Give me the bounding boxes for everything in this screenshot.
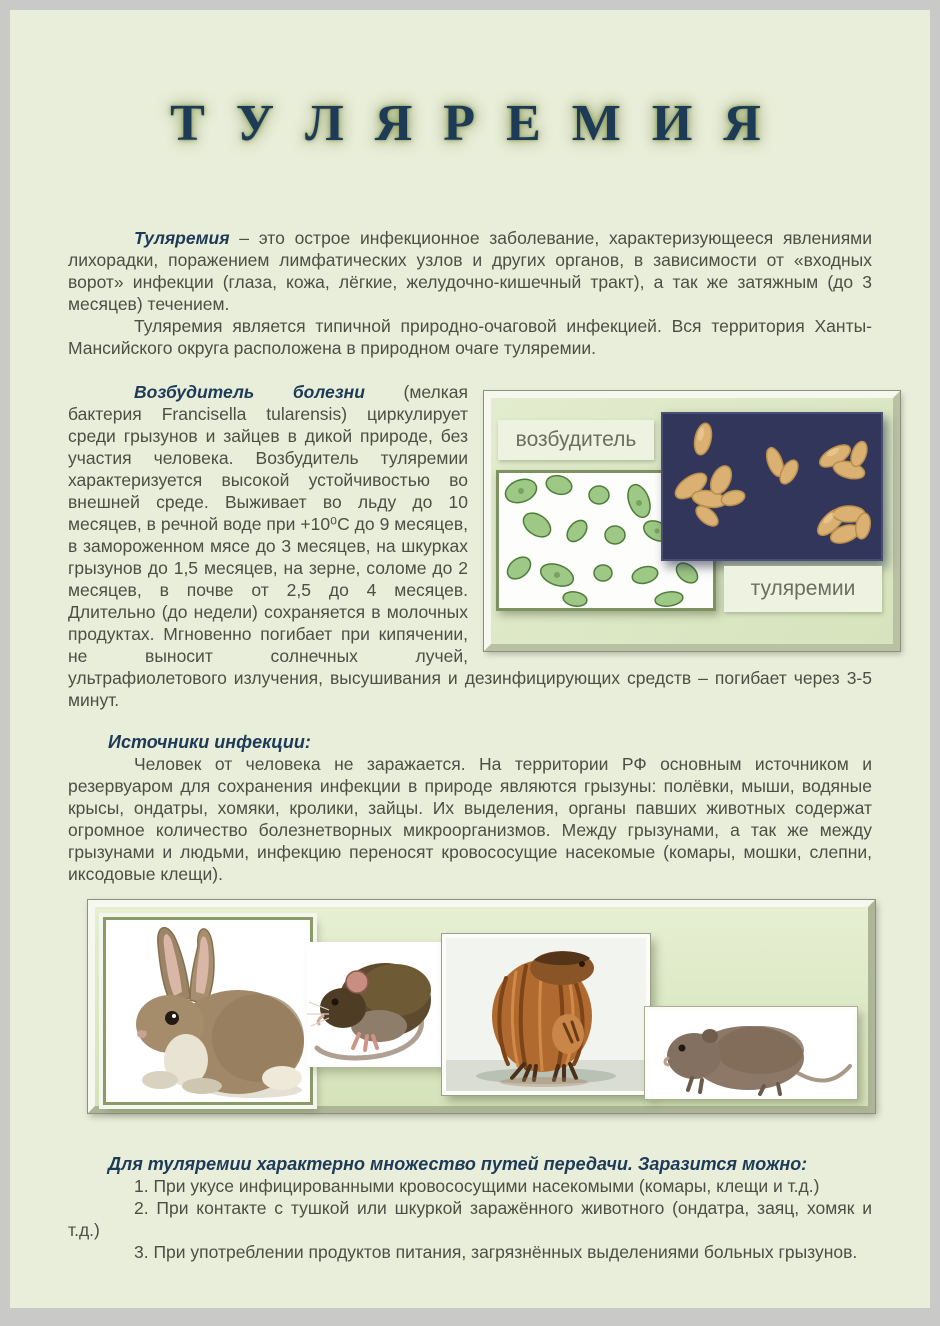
- micrograph-label-bottom: туляремии: [724, 566, 882, 612]
- rat-image: [307, 942, 443, 1067]
- page-title: Т У Л Я Р Е М И Я: [170, 95, 770, 152]
- title-block: [68, 10, 872, 153]
- intro-lead-word: Туляремия: [134, 228, 230, 248]
- document-page: [10, 10, 930, 1308]
- intro-paragraph-2: Туляремия является типичной природно-очаговой инфекцией. Вся территория Ханты-Мансийского округа расположена в природном очаге туляремии.: [68, 316, 872, 358]
- pathogen-section: [68, 381, 872, 711]
- title-reflection: [68, 153, 872, 205]
- vole-illustration: [648, 1010, 854, 1096]
- pathogen-heading: Возбудитель болезни: [134, 382, 365, 402]
- rabbit-illustration: [106, 920, 310, 1102]
- rat-illustration: [307, 942, 443, 1067]
- sources-heading: Источники инфекции:: [108, 732, 311, 752]
- animal-photo-strip: [88, 900, 875, 1113]
- vole-image: [645, 1007, 857, 1099]
- rabbit-image: [103, 917, 313, 1105]
- pathogen-text: (мелкая бактерия Francisella tularensis) циркулирует среди грызунов и зайцев в дикой природе, без участия человека. Возбудитель туляремии характеризуется высокой устойчивостью во внешней среде. Выживает во льду до 10 месяцев, в речной воде при +10⁰С до 9 месяцев, в замороженном мясе до 3 месяцев, на шкурках грызунов до 1,5 месяцев, на зерне, соломе до 2 месяцев, в почве от 2,5 до 4 месяцев. Длительно (до недели) сохраняется в молочных продуктах. Мгновенно погибает при кипячении, не выносит солнечных лучей, ультрафиолетового излучения, высушивания и дезинфицирующих средств – погибает через 3-5 минут.: [68, 382, 872, 710]
- muskrat-image: [442, 934, 650, 1095]
- intro-section: [68, 227, 872, 359]
- muskrat-illustration: [446, 938, 646, 1091]
- intro-paragraph-1-text: – это острое инфекционное заболевание, характеризующееся явлениями лихорадки, поражением лимфатических узлов и других органов, в зависимости от «входных ворот» инфекции (глаза, кожа, лёгкие, желудочно-кишечный тракт), а так же затяжным (до 3 месяцев) течением.: [68, 228, 872, 314]
- tan-bacteria-micrograph: [661, 412, 883, 561]
- transmission-section: [68, 1153, 872, 1263]
- transmission-item-3: 3. При употреблении продуктов питания, загрязнённых выделениями больных грызунов.: [134, 1242, 858, 1262]
- transmission-heading: Для туляремии характерно множество путей передачи. Заразится можно:: [108, 1154, 808, 1174]
- pathogen-micrograph-panel: [484, 391, 900, 651]
- tan-bacteria-illustration: [663, 414, 881, 559]
- transmission-item-1: 1. При укусе инфицированными кровососущими насекомыми (комары, клещи и т.д.): [134, 1176, 820, 1196]
- sources-section: [68, 731, 872, 885]
- sources-paragraph: Человек от человека не заражается. На территории РФ основным источником и резервуаром для сохранения инфекции в природе являются грызуны: полёвки, мыши, водяные крысы, ондатры, хомяки, кролики, зайцы. Их выделения, органы павших животных содержат огромное количество болезнетворных микроорганизмов. Между грызунами, а так же между грызунами и людьми, инфекцию переносят кровососущие насекомые (комары, мошки, слепни, иксодовые клещи).: [68, 754, 872, 884]
- micrograph-label-top: возбудитель: [498, 420, 654, 460]
- transmission-item-2: 2. При контакте с тушкой или шкуркой заражённого животного (ондатра, заяц, хомяк и т.д.): [68, 1198, 872, 1240]
- intro-paragraph-1: [68, 227, 872, 315]
